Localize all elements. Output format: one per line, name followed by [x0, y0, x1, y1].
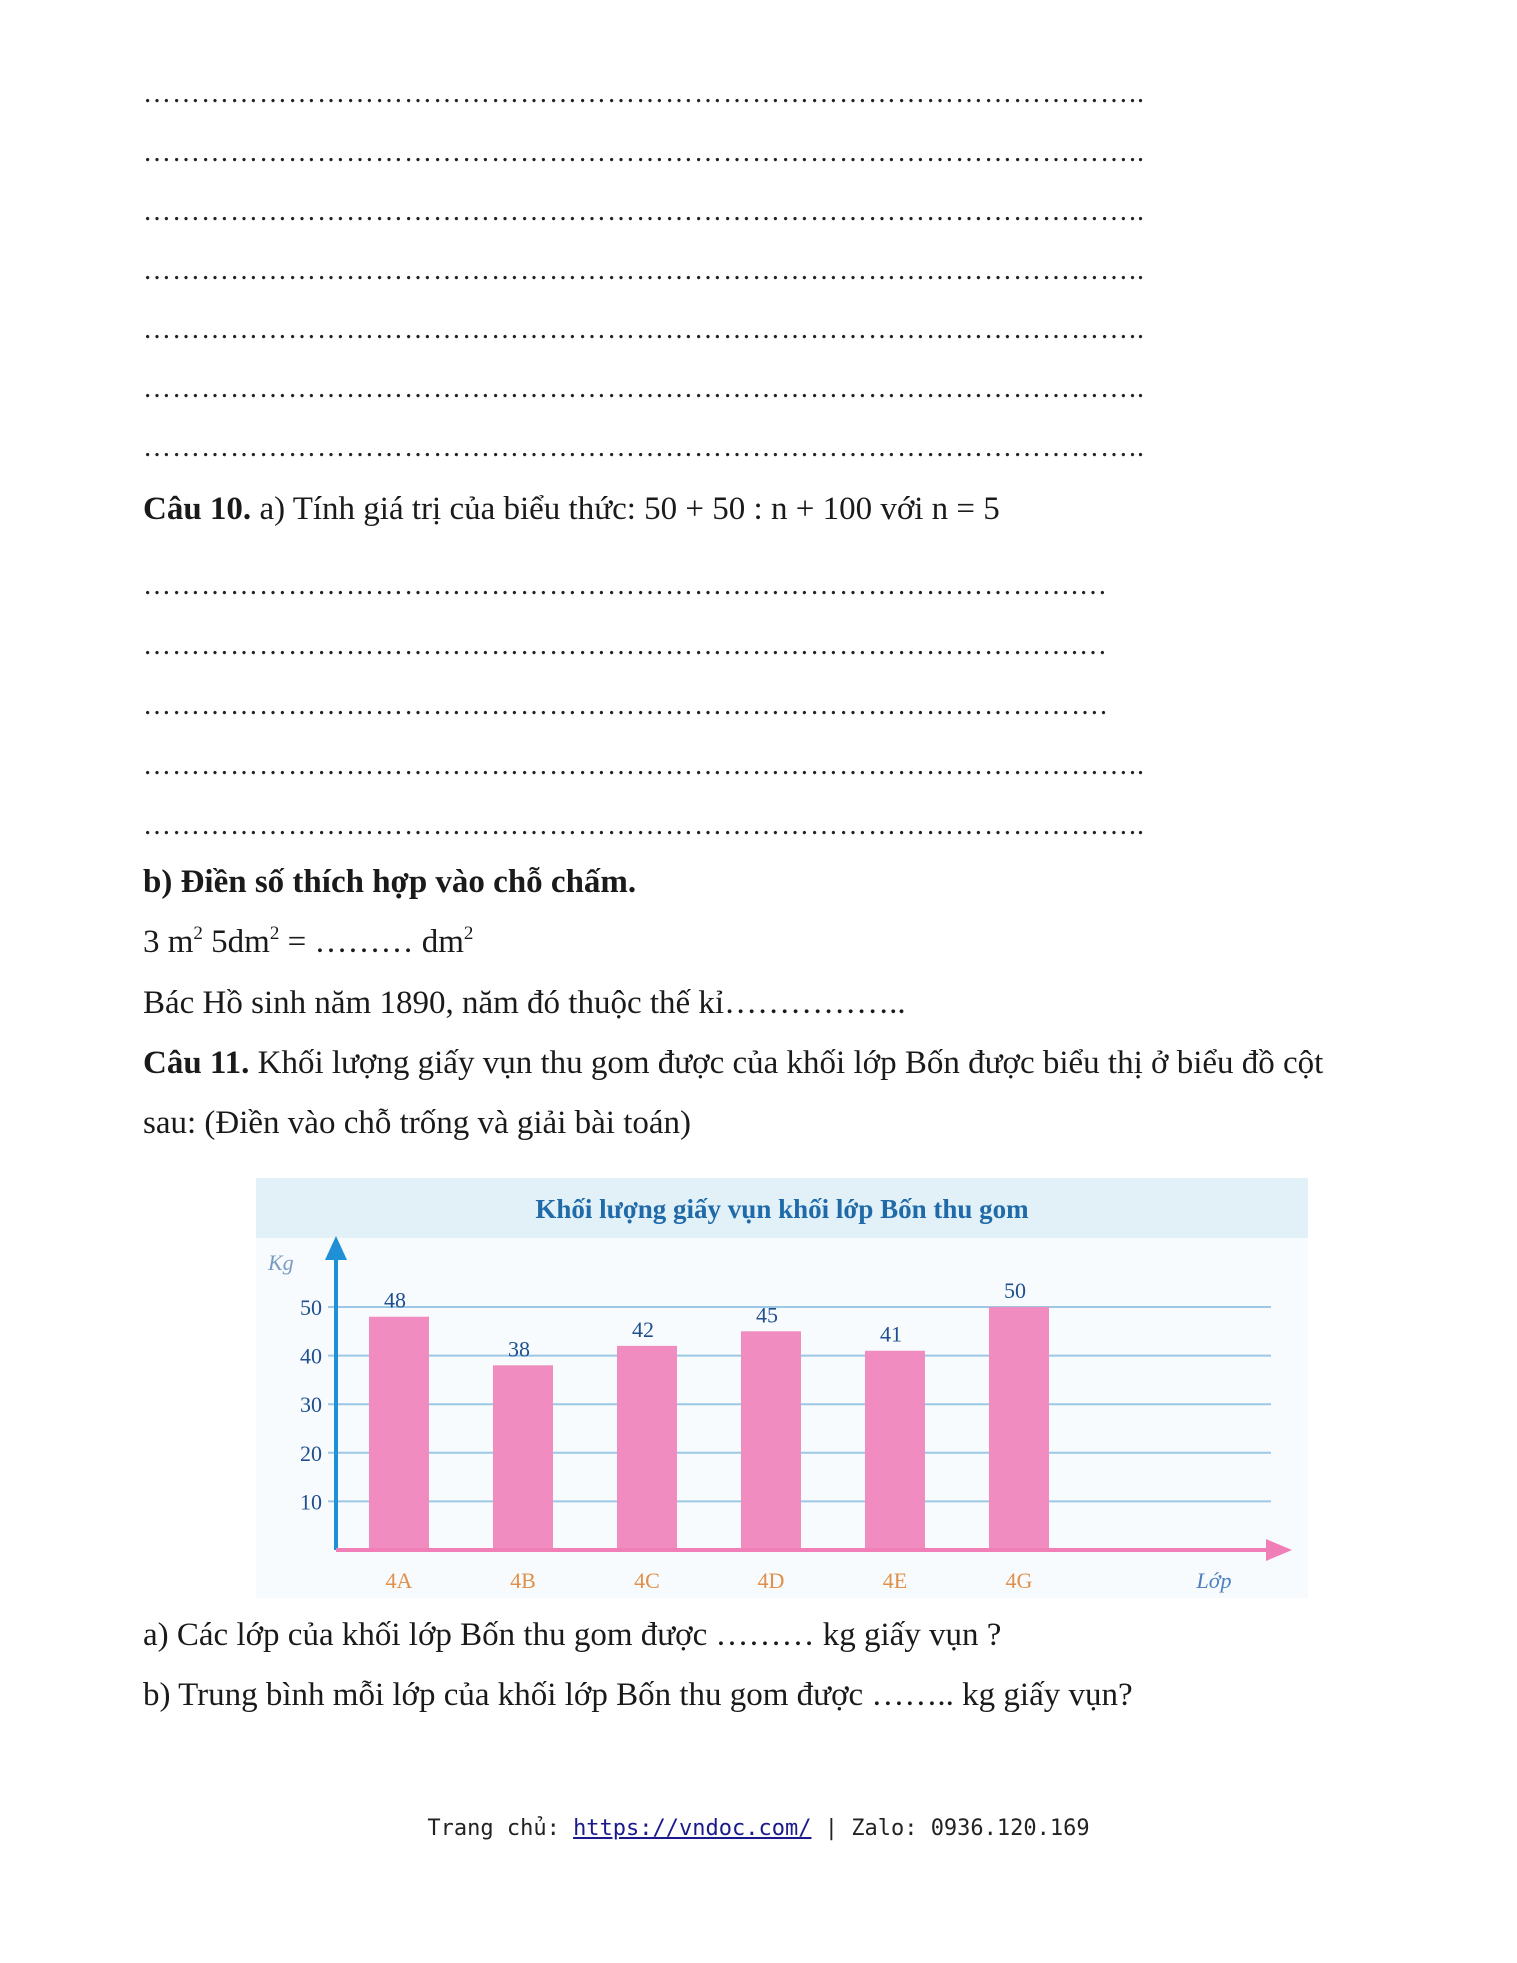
answer-line: …………………………………………………………………………………….…	[143, 630, 1108, 661]
fill-area-part: 3 m	[143, 924, 194, 960]
y-tick-label: 50	[300, 1295, 322, 1320]
answer-line: …………………………………………………………………………………………..	[143, 196, 1145, 227]
footer-link[interactable]: https://vndoc.com/	[573, 1816, 812, 1841]
question-10-part-b-title	[143, 862, 636, 902]
fill-area-part: = ……… dm	[279, 924, 464, 960]
data-label: 45	[756, 1302, 778, 1328]
answer-line: …………………………………………………………………………………………..	[143, 78, 1145, 109]
answer-line: …………………………………………………………………………………………..	[143, 314, 1145, 345]
answer-line: …………………………………………………………………………………………..	[143, 373, 1145, 404]
bar-chart	[256, 1178, 1308, 1598]
superscript: 2	[193, 923, 203, 944]
y-tick-label: 10	[300, 1489, 322, 1515]
data-label: 41	[880, 1321, 902, 1347]
part-b-title-text: b) Điền số thích hợp vào chỗ chấm.	[143, 864, 637, 900]
question-11-b: b) Trung bình mỗi lớp của khối lớp Bốn thu gom được …….. kg giấy vụn?	[143, 1677, 1133, 1713]
y-tick-label: 20	[300, 1440, 322, 1466]
footer-prefix: Trang chủ:	[427, 1816, 574, 1841]
bar	[989, 1307, 1049, 1550]
answer-line: …………………………………………………………………………………………..	[143, 432, 1145, 463]
y-tick-label: 40	[300, 1343, 322, 1369]
category-label: 4G	[1005, 1568, 1033, 1593]
bar	[369, 1317, 429, 1550]
question-11-line2: sau: (Điền vào chỗ trống và giải bài toán)	[143, 1105, 691, 1141]
category-label: 4A	[385, 1568, 413, 1593]
question-11-a: a) Các lớp của khối lớp Bốn thu gom được ……… kg giấy vụn ?	[143, 1617, 1002, 1653]
answer-line: ……………………………………………………………………………………….	[143, 690, 1108, 721]
data-label: 38	[508, 1336, 530, 1362]
y-axis-label: Kg	[268, 1250, 294, 1275]
x-axis-label: Lớp	[1196, 1568, 1232, 1593]
superscript: 2	[463, 923, 474, 944]
bar	[493, 1365, 553, 1550]
bar	[617, 1346, 677, 1550]
question-11	[143, 1043, 1323, 1083]
y-tick-label: 30	[300, 1392, 322, 1418]
answer-line: …………………………………………………………………………………………..	[143, 810, 1145, 841]
fill-in-century: Bác Hồ sinh năm 1890, năm đó thuộc thế kỉ……………..	[143, 985, 906, 1021]
data-label: 48	[384, 1287, 406, 1313]
question-11-label: Câu 11.	[143, 1045, 250, 1081]
question-10-part-a: a) Tính giá trị của biểu thức: 50 + 50 : n + 100 với n = 5	[251, 491, 1000, 527]
question-11-line1: Khối lượng giấy vụn thu gom được của khối lớp Bốn được biểu thị ở biểu đồ cột	[249, 1045, 1324, 1081]
superscript: 2	[269, 923, 280, 944]
bar	[865, 1351, 925, 1550]
fill-area-part: 5dm	[202, 924, 270, 960]
data-label: 42	[632, 1316, 654, 1342]
page-footer	[0, 1816, 1517, 1841]
footer-suffix: | Zalo: 0936.120.169	[811, 1816, 1090, 1841]
answer-line: …………………………………………………………………………………………..	[143, 255, 1145, 286]
answer-line: …………………………………………………………………………………………..	[143, 137, 1145, 168]
category-label: 4D	[757, 1568, 785, 1593]
category-label: 4C	[634, 1568, 660, 1593]
answer-line: …………………………………………………………………………………….…	[143, 570, 1108, 601]
fill-in-area	[143, 922, 473, 962]
chart-title: Khối lượng giấy vụn khối lớp Bốn thu gom	[535, 1194, 1029, 1224]
question-10-label: Câu 10.	[143, 491, 252, 527]
answer-line: …………………………………………………………………………………………..	[143, 750, 1145, 781]
category-label: 4E	[882, 1568, 908, 1593]
category-label: 4B	[510, 1568, 536, 1593]
data-label: 50	[1004, 1278, 1026, 1303]
bar	[741, 1331, 801, 1550]
question-10	[143, 489, 1000, 529]
